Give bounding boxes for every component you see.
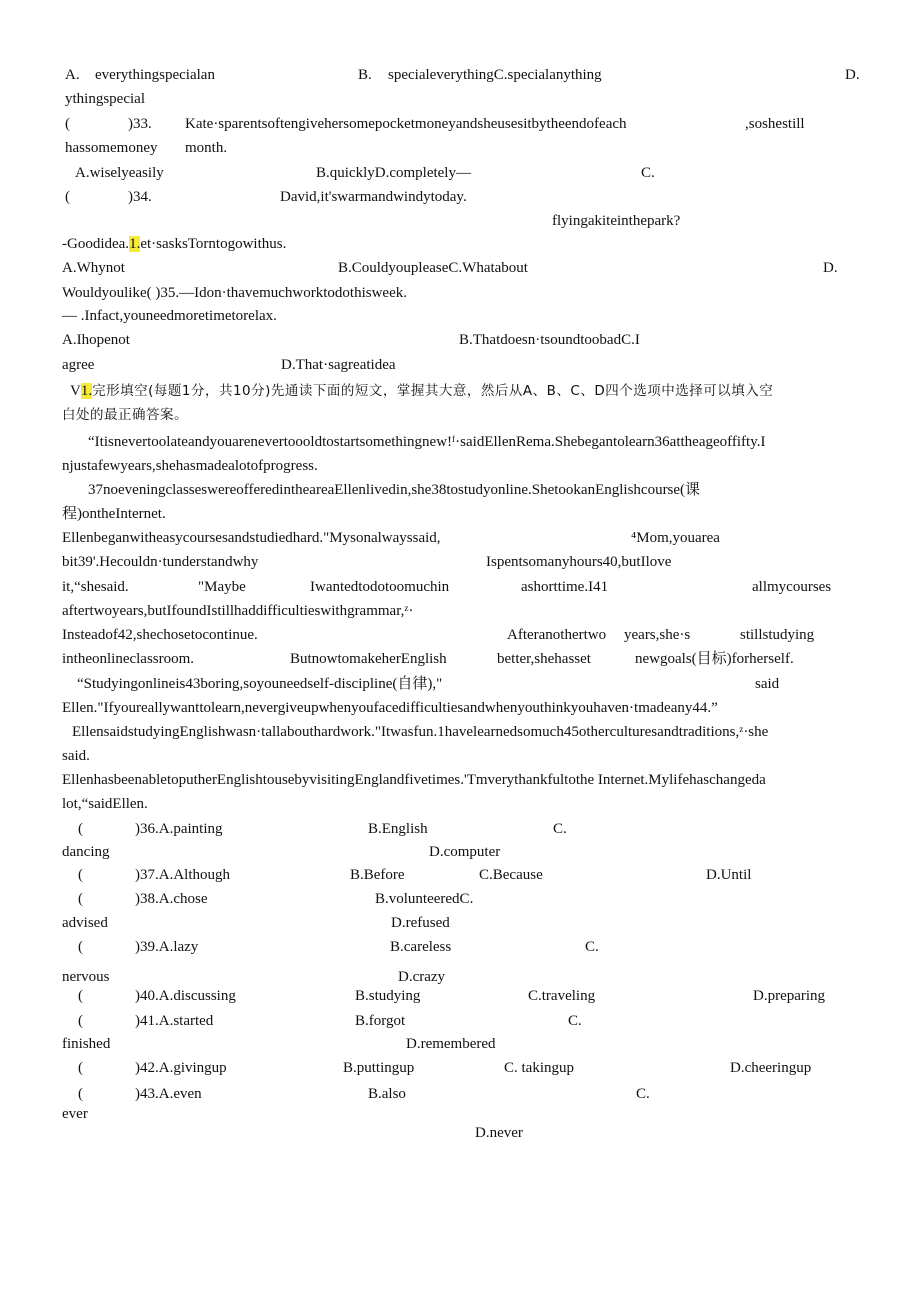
passage-line-2: njustafewyears,shehasmadealotofprogress. (62, 458, 318, 474)
q33-stem-line2a: hassomemoney (65, 140, 158, 156)
q38-option-d: D.refused (391, 915, 450, 931)
section-instructions-line2: 白处的最正确答案。 (62, 407, 188, 423)
q43-option-b: B.also (368, 1086, 406, 1102)
passage-line-12: Ellen."Ifyoureallywanttolearn,nevergiveupwhenyoufacedifficultiesandwhenyouthinkyouhaven·tmadeany44.” (62, 700, 718, 716)
q40-option-b: B.studying (355, 988, 421, 1004)
q36-option-c: dancing (62, 844, 110, 860)
passage-line-9c: years,she·s (624, 627, 691, 643)
q32-option-a-text: everythingspecialan (95, 67, 215, 83)
q32-option-d-text: ythingspecial (65, 91, 145, 107)
q32-option-a-label: A. (65, 67, 80, 83)
q43-option-d: D.never (475, 1125, 523, 1141)
q39-paren: ( (78, 939, 83, 955)
q38-option-c: advised (62, 915, 108, 931)
passage-line-11a: “Studyingonlineis43boring,soyouneedself-discipline(自律)," (77, 676, 443, 692)
passage-line-4: 程)ontheInternet. (62, 506, 166, 522)
q32-option-bc-text: specialeverythingC.specialanything (388, 67, 602, 83)
passage-line-6b: Ispentsomanyhours40,butIlove (486, 554, 672, 570)
q38-option-bc: B.volunteeredC. (375, 891, 474, 907)
q35-option-a: A.Ihopenot (62, 332, 130, 348)
q40-option-c: C.traveling (528, 988, 596, 1004)
passage-line-13: EllensaidstudyingEnglishwasn·tallabouthardwork."Itwasfun.1havelearnedsomuch45otherculturesandtraditions,ᶻ·she (72, 724, 769, 740)
q37-option-c: C.Because (479, 867, 543, 883)
section-instructions: 完形填空(每题1分，共10分)先通读下面的短文，掌握其大意，然后从A、B、C、D四个选项中选择可以填入空 (92, 383, 774, 399)
passage-line-7c: Iwantedtodotoomuchin (310, 579, 450, 595)
q42-option-b: B.puttingup (343, 1060, 415, 1076)
passage-line-3: 37noeveningclasseswereofferedintheareaEllenlivedin,she38tostudyonline.ShetookanEnglishcourse(课 (88, 482, 701, 498)
q42-option-c: C. takingup (504, 1060, 574, 1076)
q39-option-c: nervous (62, 969, 110, 985)
q33-stem: Kate·sparentsoftengivehersomepocketmoneyandsheusesitbytheendofeach (185, 116, 627, 132)
q39-option-d: D.crazy (398, 969, 446, 985)
passage-line-7b: "Maybe (198, 579, 246, 595)
section-roman: V (70, 383, 81, 399)
q39-option-b: B.careless (390, 939, 452, 955)
q39-option-c-label: C. (585, 939, 599, 955)
passage-line-9d: stillstudying (740, 627, 815, 643)
q40-option-d: D.preparing (753, 988, 826, 1004)
q35-option-c-tail: agree (62, 357, 95, 373)
q35-option-d: D.That·sagreatidea (281, 357, 396, 373)
q32-option-b-label: B. (358, 67, 372, 83)
passage-line-7e: allmycourses (752, 579, 832, 595)
q33-stem-line2b: month. (185, 140, 228, 156)
q35-option-bc: B.Thatdoesn·tsoundtoobadC.I (459, 332, 640, 348)
passage-line-14: said. (62, 748, 90, 764)
passage-line-7a: it,“shesaid. (62, 579, 129, 595)
q43-paren: ( (78, 1086, 83, 1102)
passage-line-10a: intheonlineclassroom. (62, 651, 195, 667)
q42-option-a: )42.A.givingup (135, 1060, 227, 1076)
q34-reply-post: et·sasksTorntogowithus. (140, 236, 287, 252)
q41-paren: ( (78, 1013, 83, 1029)
q37-option-d: D.Until (706, 867, 752, 883)
q41-option-a: )41.A.started (135, 1013, 214, 1029)
section-highlight: 1. (80, 383, 93, 399)
q41-option-b: B.forgot (355, 1013, 406, 1029)
passage-line-10c: better,shehasset (497, 651, 591, 667)
q34-reply-highlight: 1. (129, 236, 141, 252)
q41-option-d: D.remembered (406, 1036, 496, 1052)
q36-paren: ( (78, 821, 83, 837)
q33-number: )33. (128, 116, 152, 132)
passage-line-10d: newgoals(目标)forherself. (635, 651, 794, 667)
q33-option-a: A.wiselyeasily (75, 165, 164, 181)
passage-line-10b: ButnowtomakeherEnglish (290, 651, 447, 667)
q43-option-a: )43.A.even (135, 1086, 202, 1102)
q34-option-bc: B.CouldyoupleaseC.Whatabout (338, 260, 528, 276)
passage-line-9b: Afteranothertwo (507, 627, 607, 643)
q34-stem: David,it'swarmandwindytoday. (280, 189, 467, 205)
q37-option-a: )37.A.Although (135, 867, 230, 883)
q33-paren: ( (65, 116, 70, 132)
q40-option-a: )40.A.discussing (135, 988, 236, 1004)
q40-paren: ( (78, 988, 83, 1004)
q34-paren: ( (65, 189, 70, 205)
passage-line-5b: ⁴Mom,youarea (631, 530, 720, 546)
q38-option-a: )38.A.chose (135, 891, 208, 907)
passage-line-15: EllenhasbeenabletoputherEnglishtousebyvisitingEnglandfivetimes.'Tmverythankfultothe Internet.Mylifehaschangeda (62, 772, 766, 788)
q37-option-b: B.Before (350, 867, 405, 883)
q34-option-d: D. (823, 260, 838, 276)
section-heading (70, 382, 773, 400)
q43-option-c: ever (62, 1106, 88, 1122)
q41-option-c: finished (62, 1036, 111, 1052)
passage-line-1: “Itisnevertoolateandyouarenevertoooldtostartsomethingnew!ᶠ·saidEllenRema.Shebegantolearn36attheageoffifty.I (88, 434, 766, 450)
q42-paren: ( (78, 1060, 83, 1076)
q36-option-d: D.computer (429, 844, 501, 860)
q32-option-d-label: D. (845, 67, 860, 83)
q34-reply-pre: -Goodidea. (62, 236, 130, 252)
passage-line-8: aftertwoyears,butIfoundIstillhaddifficultieswithgrammar,ᶻ· (62, 603, 414, 619)
q37-paren: ( (78, 867, 83, 883)
passage-line-16: lot,“saidEllen. (62, 796, 148, 812)
q33-stem-tail: ,soshestill (745, 116, 805, 132)
passage-line-5a: Ellenbeganwitheasycoursesandstudiedhard."Mysonalwayssaid, (62, 530, 441, 546)
passage-line-9a: Insteadof42,shechosetocontinue. (62, 627, 258, 643)
q41-option-c-label: C. (568, 1013, 582, 1029)
q36-option-c-label: C. (553, 821, 567, 837)
q34-option-a: A.Whynot (62, 260, 125, 276)
q43-option-c-label: C. (636, 1086, 650, 1102)
passage-line-6a: bit39'.Hecouldn·tunderstandwhy (62, 554, 259, 570)
q39-option-a: )39.A.lazy (135, 939, 199, 955)
q33-option-c: C. (641, 165, 655, 181)
q36-option-a: )36.A.painting (135, 821, 223, 837)
q34-number: )34. (128, 189, 152, 205)
q36-option-b: B.English (368, 821, 428, 837)
q35-reply: — .Infact,youneedmoretimetorelax. (62, 308, 277, 324)
passage-line-7d: ashorttime.I41 (521, 579, 609, 595)
q34-reply (62, 235, 286, 253)
passage-line-11b: said (755, 676, 780, 692)
q42-option-d: D.cheeringup (730, 1060, 812, 1076)
q34-stem-line2: flyingakiteinthepark? (552, 213, 681, 229)
q38-paren: ( (78, 891, 83, 907)
q33-option-bd: B.quicklyD.completely— (316, 165, 471, 181)
q35-line: Wouldyoulike( )35.—Idon·thavemuchworktodothisweek. (62, 285, 407, 301)
